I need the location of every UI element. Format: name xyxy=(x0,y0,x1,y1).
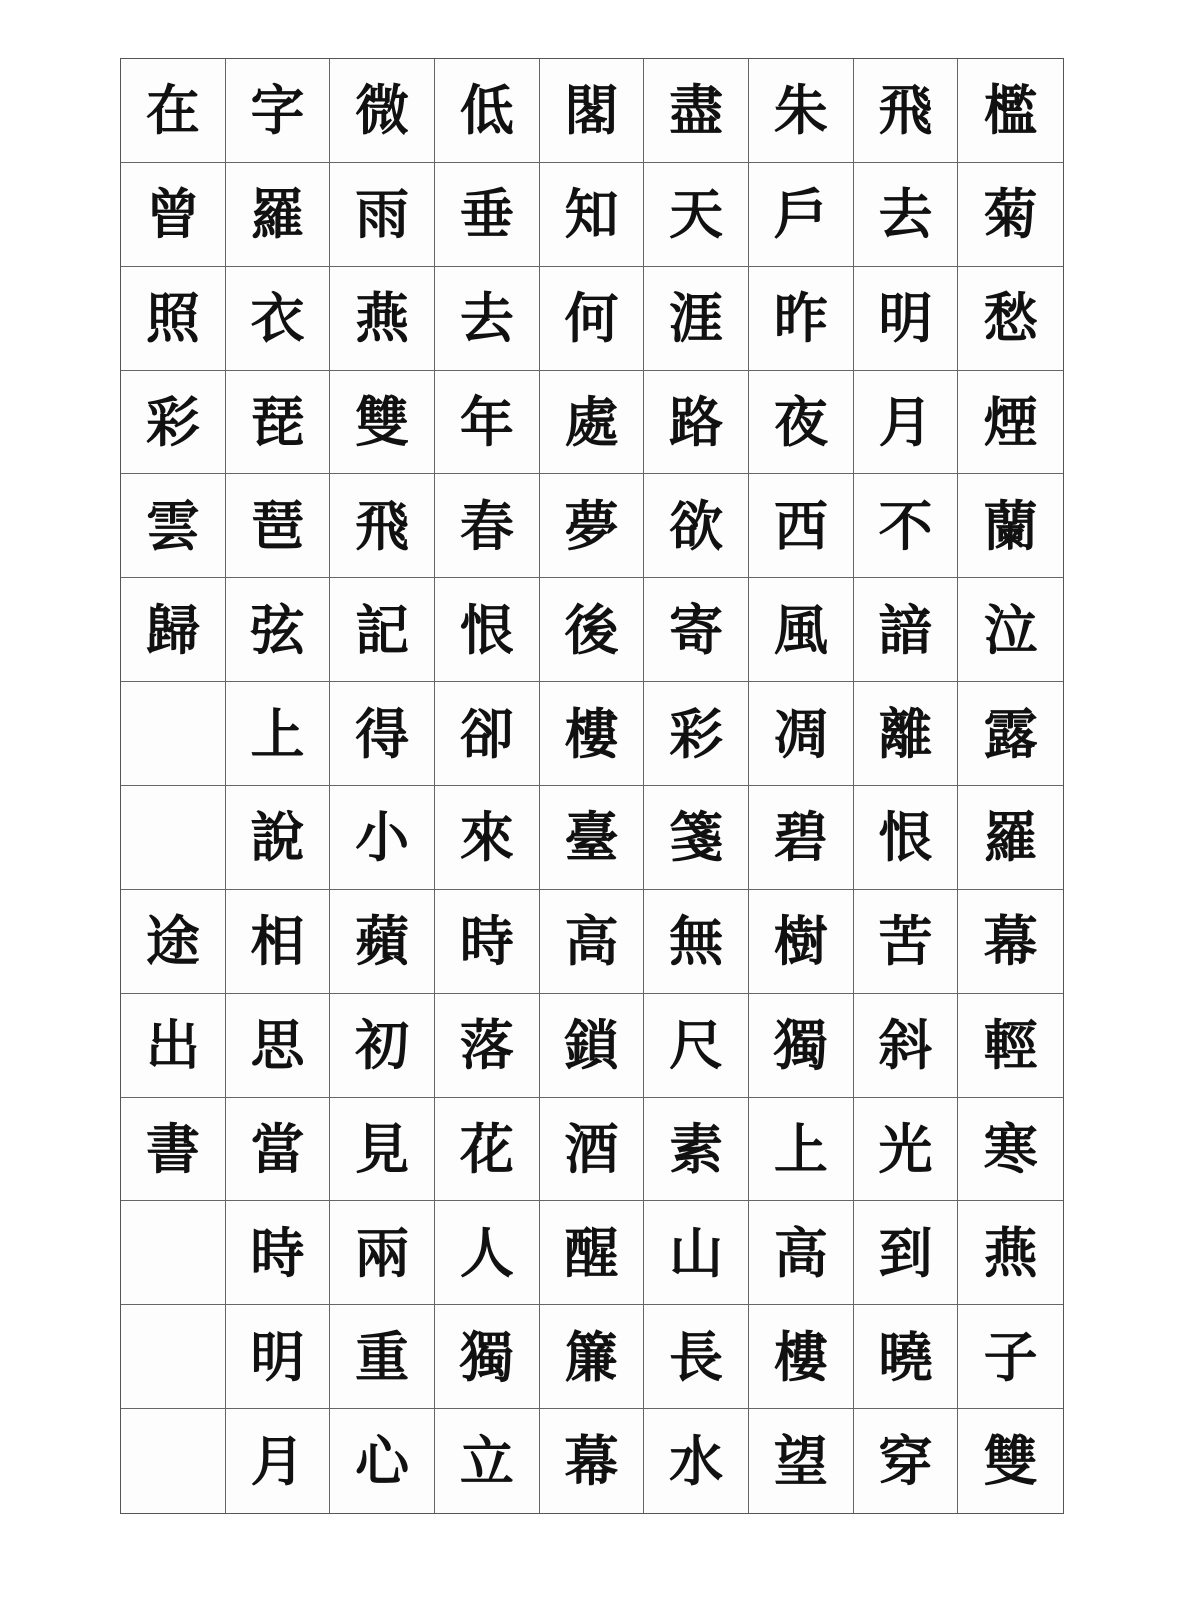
grid-cell xyxy=(121,1305,226,1409)
grid-cell: 見 xyxy=(330,1098,435,1202)
grid-cell: 落 xyxy=(435,994,540,1098)
grid-cell: 尺 xyxy=(644,994,749,1098)
grid-cell: 月 xyxy=(226,1409,331,1513)
grid-cell: 當 xyxy=(226,1098,331,1202)
grid-cell: 凋 xyxy=(749,682,854,786)
grid-cell: 樓 xyxy=(540,682,645,786)
grid-cell: 戶 xyxy=(749,163,854,267)
grid-cell: 愁 xyxy=(958,267,1063,371)
grid-cell: 雲 xyxy=(121,474,226,578)
grid-cell: 恨 xyxy=(435,578,540,682)
grid-cell: 簾 xyxy=(540,1305,645,1409)
grid-cell: 琶 xyxy=(226,474,331,578)
grid-cell: 明 xyxy=(226,1305,331,1409)
grid-cell: 無 xyxy=(644,890,749,994)
grid-cell: 碧 xyxy=(749,786,854,890)
grid-cell: 昨 xyxy=(749,267,854,371)
grid-cell: 來 xyxy=(435,786,540,890)
grid-cell xyxy=(121,786,226,890)
grid-cell: 後 xyxy=(540,578,645,682)
grid-cell: 素 xyxy=(644,1098,749,1202)
grid-cell: 明 xyxy=(854,267,959,371)
grid-cell: 檻 xyxy=(958,59,1063,163)
grid-cell: 水 xyxy=(644,1409,749,1513)
grid-cell: 鎖 xyxy=(540,994,645,1098)
grid-cell: 上 xyxy=(749,1098,854,1202)
grid-cell: 在 xyxy=(121,59,226,163)
grid-cell: 離 xyxy=(854,682,959,786)
grid-cell: 寒 xyxy=(958,1098,1063,1202)
calligraphy-grid-sheet xyxy=(120,58,1064,1514)
grid-cell: 曾 xyxy=(121,163,226,267)
grid-cell: 斜 xyxy=(854,994,959,1098)
grid-cell: 花 xyxy=(435,1098,540,1202)
grid-cell: 高 xyxy=(540,890,645,994)
grid-cell: 小 xyxy=(330,786,435,890)
grid-cell: 飛 xyxy=(330,474,435,578)
grid-cell: 垂 xyxy=(435,163,540,267)
grid-cell: 琵 xyxy=(226,371,331,475)
grid-cell: 微 xyxy=(330,59,435,163)
grid-cell: 西 xyxy=(749,474,854,578)
grid-cell: 彩 xyxy=(121,371,226,475)
grid-cell: 雨 xyxy=(330,163,435,267)
grid-cell: 飛 xyxy=(854,59,959,163)
grid-cell: 春 xyxy=(435,474,540,578)
grid-cell: 羅 xyxy=(226,163,331,267)
grid-cell: 菊 xyxy=(958,163,1063,267)
grid-cell: 上 xyxy=(226,682,331,786)
grid-cell: 穿 xyxy=(854,1409,959,1513)
grid-cell: 記 xyxy=(330,578,435,682)
grid-cell: 光 xyxy=(854,1098,959,1202)
grid-cell: 子 xyxy=(958,1305,1063,1409)
grid-cell: 蘭 xyxy=(958,474,1063,578)
grid-cell: 初 xyxy=(330,994,435,1098)
grid-cell: 路 xyxy=(644,371,749,475)
grid-cell: 燕 xyxy=(958,1201,1063,1305)
grid-cell: 歸 xyxy=(121,578,226,682)
grid-cell: 輕 xyxy=(958,994,1063,1098)
grid-cell: 說 xyxy=(226,786,331,890)
grid-cell: 煙 xyxy=(958,371,1063,475)
grid-cell xyxy=(121,1201,226,1305)
grid-cell: 苦 xyxy=(854,890,959,994)
grid-cell: 涯 xyxy=(644,267,749,371)
grid-cell: 卻 xyxy=(435,682,540,786)
grid-cell: 立 xyxy=(435,1409,540,1513)
grid-cell: 羅 xyxy=(958,786,1063,890)
grid-cell: 獨 xyxy=(749,994,854,1098)
grid-cell: 心 xyxy=(330,1409,435,1513)
grid-cell: 幕 xyxy=(540,1409,645,1513)
grid-cell: 低 xyxy=(435,59,540,163)
grid-cell: 山 xyxy=(644,1201,749,1305)
grid-cell: 重 xyxy=(330,1305,435,1409)
grid-cell: 相 xyxy=(226,890,331,994)
grid-cell: 盡 xyxy=(644,59,749,163)
grid-cell: 諳 xyxy=(854,578,959,682)
grid-cell: 出 xyxy=(121,994,226,1098)
grid-cell: 雙 xyxy=(983,1429,1038,1494)
grid-cell: 雙 xyxy=(330,371,435,475)
grid-cell: 箋 xyxy=(644,786,749,890)
grid-cell: 何 xyxy=(540,267,645,371)
grid-cell: 樹 xyxy=(749,890,854,994)
grid-cell: 露 xyxy=(958,682,1063,786)
grid-cell: 寄 xyxy=(644,578,749,682)
grid-cell: 人 xyxy=(435,1201,540,1305)
grid-cell: 獨 xyxy=(435,1305,540,1409)
grid-cell: 夜 xyxy=(749,371,854,475)
grid-cell xyxy=(121,682,226,786)
grid-cell: 曉 xyxy=(854,1305,959,1409)
grid-cell: 兩 xyxy=(330,1201,435,1305)
grid-cell: 高 xyxy=(749,1201,854,1305)
grid-cell: 弦 xyxy=(226,578,331,682)
grid-cell xyxy=(121,1409,226,1513)
grid-cell: 酒 xyxy=(540,1098,645,1202)
grid-cell: 長 xyxy=(644,1305,749,1409)
grid-cell: 時 xyxy=(226,1201,331,1305)
grid-cell: 年 xyxy=(435,371,540,475)
grid-cell: 照 xyxy=(121,267,226,371)
grid-cell: 書 xyxy=(121,1098,226,1202)
grid-cell: 處 xyxy=(540,371,645,475)
grid-cell: 樓 xyxy=(749,1305,854,1409)
grid-cell: 衣 xyxy=(226,267,331,371)
grid-cell: 去 xyxy=(854,163,959,267)
grid-cell: 臺 xyxy=(540,786,645,890)
grid-cell: 燕 xyxy=(330,267,435,371)
grid-cell: 醒 xyxy=(540,1201,645,1305)
grid-cell: 到 xyxy=(854,1201,959,1305)
grid-cell: 蘋 xyxy=(330,890,435,994)
grid-cell: 思 xyxy=(226,994,331,1098)
grid-cell: 途 xyxy=(121,890,226,994)
grid-cell: 幕 xyxy=(958,890,1063,994)
grid-cell: 知 xyxy=(540,163,645,267)
grid-cell: 閣 xyxy=(540,59,645,163)
grid-cell: 月 xyxy=(854,371,959,475)
grid-cell: 時 xyxy=(435,890,540,994)
grid-cell: 彩 xyxy=(644,682,749,786)
grid-cell: 泣 xyxy=(958,578,1063,682)
grid-cell: 望 xyxy=(749,1409,854,1513)
grid-cell: 恨 xyxy=(854,786,959,890)
grid-cell: 夢 xyxy=(540,474,645,578)
grid-cell: 去 xyxy=(435,267,540,371)
grid-cell: 天 xyxy=(644,163,749,267)
grid-cell: 得 xyxy=(330,682,435,786)
grid-cell: 不 xyxy=(854,474,959,578)
grid-cell: 朱 xyxy=(749,59,854,163)
grid-cell: 風 xyxy=(749,578,854,682)
grid-cell: 欲 xyxy=(644,474,749,578)
grid-cell: 字 xyxy=(226,59,331,163)
